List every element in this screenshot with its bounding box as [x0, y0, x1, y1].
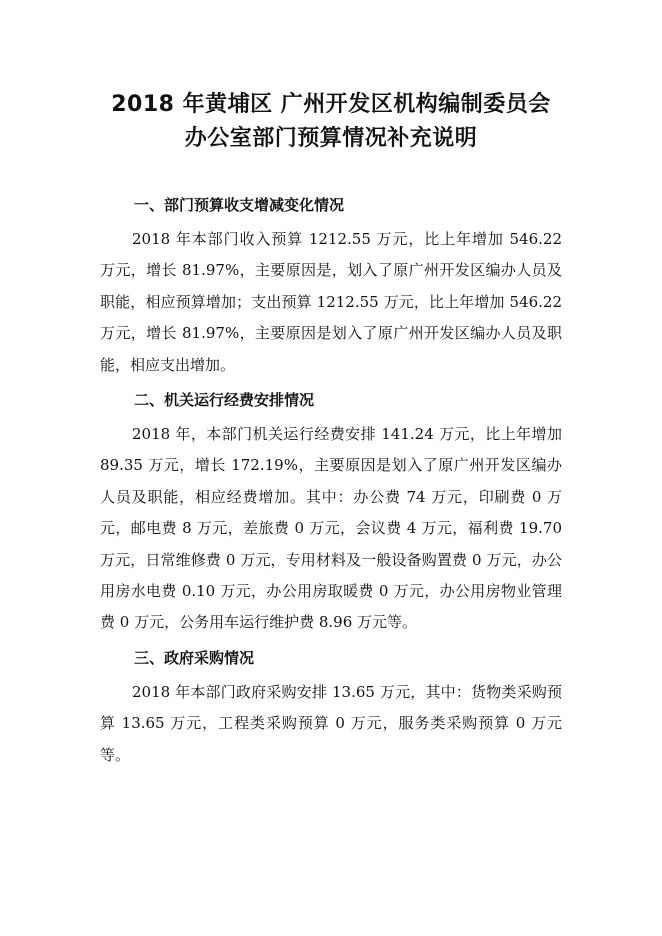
- section-procurement: [100, 645, 562, 771]
- section-paragraph: 2018 年本部门收入预算 1212.55 万元，比上年增加 546.22 万元，增长 81.97%，主要原因是，划入了原广州开发区编办人员及职能，相应预算增加；支出预算 1212.55 万元，比上年增加 546.22 万元，增长 81.97%，主要原因是划入了原广州开发区编办人员及职能，相应支出增加。: [100, 230, 562, 374]
- document-title: [100, 88, 562, 156]
- section-heading: 三、政府采购情况: [134, 648, 255, 667]
- section-heading: 一、部门预算收支增减变化情况: [134, 196, 345, 214]
- title-line-2: 办公室部门预算情况补充说明: [184, 126, 478, 151]
- title-line-1: 2018 年黄埔区 广州开发区机构编制委员会: [111, 92, 551, 117]
- section-heading: 二、机关运行经费安排情况: [134, 391, 315, 410]
- section-operating-expenses: [100, 387, 562, 639]
- section-paragraph: 2018 年本部门政府采购安排 13.65 万元，其中：货物类采购预算 13.65 万元，工程类采购预算 0 万元，服务类采购预算 0 万元等。: [100, 682, 562, 764]
- title-spacer: [100, 156, 562, 192]
- section-paragraph: 2018 年，本部门机关运行经费安排 141.24 万元，比上年增加 89.35 万元，增长 172.19%，主要原因是划入了原广州开发区编办人员及职能，相应经费增加。其中：办公费 74 万元，印刷费 0 万元，邮电费 8 万元，差旅费 0 万元，会议费 4 万元，福利费 19.70 万元，日常维修费 0 万元，专用材料及一般设备购置费 0 万元，办公用房水电费 0.10 万元，办公用房取暖费 0 万元，办公用房物业管理费 0 万元，公务用车运行维护费 8.96 万元等。: [100, 425, 562, 632]
- section-budget-changes: [100, 192, 562, 381]
